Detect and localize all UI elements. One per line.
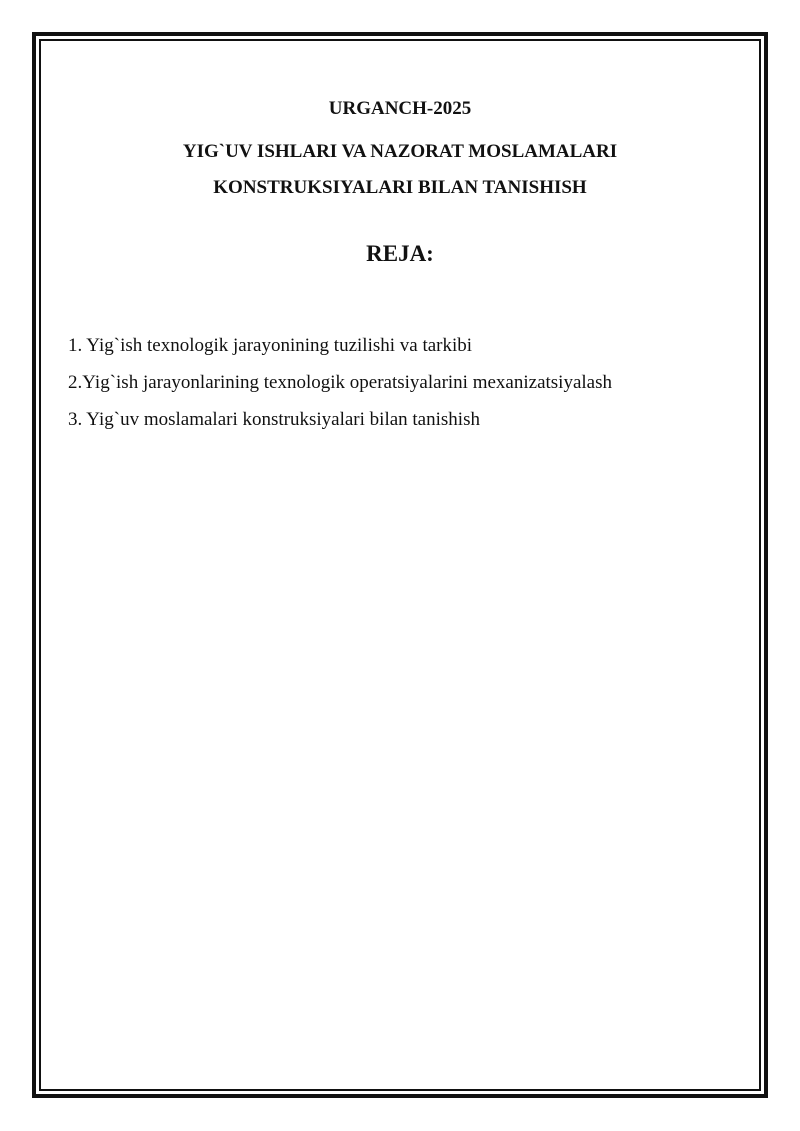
- plan-list: [68, 327, 612, 438]
- title-line-1: YIG`UV ISHLARI VA NAZORAT MOSLAMALARI: [182, 141, 618, 162]
- plan-item-1: 1. Yig`ish texnologik jarayonining tuzilishi va tarkibi: [68, 335, 473, 356]
- plan-item-2: 2.Yig`ish jarayonlarining texnologik operatsiyalarini mexanizatsiyalash: [68, 372, 612, 393]
- city-year-heading: URGANCH-2025: [328, 98, 472, 119]
- plan-heading: REJA:: [366, 241, 434, 266]
- plan-item-3: 3. Yig`uv moslamalari konstruksiyalari bilan tanishish: [68, 409, 480, 430]
- title-line-2: KONSTRUKSIYALARI BILAN TANISHISH: [213, 177, 587, 198]
